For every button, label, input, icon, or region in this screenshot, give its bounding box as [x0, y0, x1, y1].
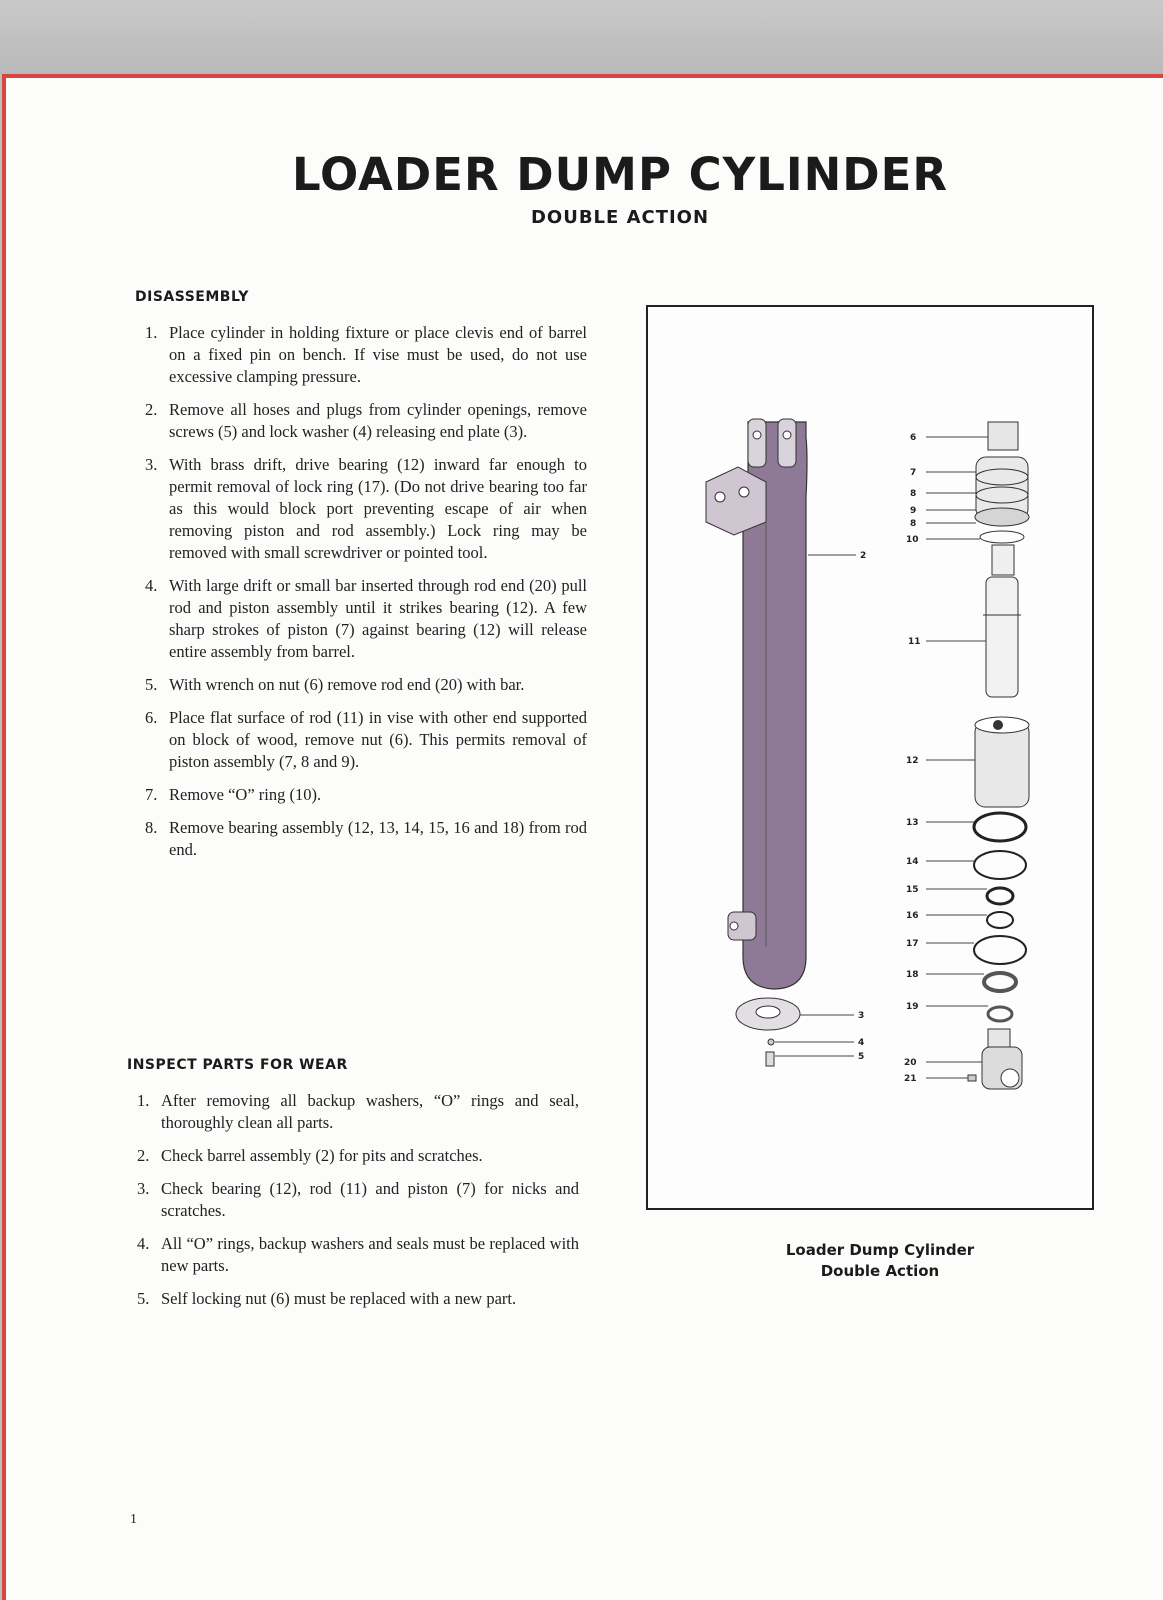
part-label: 4 — [858, 1038, 865, 1048]
part-label: 20 — [904, 1058, 917, 1068]
step-item — [139, 817, 587, 861]
part-label: 10 — [906, 535, 919, 545]
step-item — [131, 1233, 579, 1277]
part-label: 2 — [860, 551, 867, 561]
step-text: After removing all backup washers, “O” rings and seal, thoroughly clean all parts. — [161, 1091, 579, 1132]
part-label: 13 — [906, 818, 919, 828]
part-label: 6 — [910, 433, 917, 443]
step-item — [131, 1288, 579, 1310]
step-text: Place cylinder in holding fixture or place clevis end of barrel on a fixed pin on bench. If vise must be used, do not use excessive clamping pressure. — [169, 323, 587, 386]
step-item — [139, 399, 587, 443]
step-item — [131, 1090, 579, 1134]
seal-rings — [974, 813, 1026, 1021]
disassembly-steps — [139, 322, 587, 872]
part-label: 7 — [910, 468, 917, 478]
leader-lines — [775, 437, 988, 1078]
step-number: 5. — [137, 1289, 150, 1308]
step-text: Check bearing (12), rod (11) and piston (7) for nicks and scratches. — [161, 1179, 579, 1220]
step-number: 3. — [137, 1179, 150, 1198]
scan-background — [0, 0, 1163, 74]
step-text: Self locking nut (6) must be replaced with a new part. — [161, 1289, 517, 1308]
step-number: 4. — [145, 576, 158, 595]
part-label: 8 — [910, 489, 917, 499]
caption-line-2: Double Action — [820, 1262, 940, 1280]
lock-washer — [768, 1039, 774, 1045]
part-label: 19 — [906, 1002, 919, 1012]
step-text: Check barrel assembly (2) for pits and scratches. — [161, 1146, 483, 1165]
step-number: 2. — [137, 1146, 150, 1165]
step-number: 8. — [145, 818, 158, 837]
step-text: With brass drift, drive bearing (12) inward far enough to permit removal of lock ring (17). (Do not drive bearing too far as this would block port preventing escape of air when removing piston and rod assembly.) Lock ring may be removed with small screwdriver or pointed tool. — [169, 455, 587, 562]
step-item — [139, 707, 587, 773]
part-label: 16 — [906, 911, 919, 921]
step-item — [139, 575, 587, 663]
rod-end — [968, 1029, 1022, 1089]
step-item — [131, 1145, 579, 1167]
inspect-heading: INSPECT PARTS FOR WEAR — [127, 1057, 348, 1073]
part-labels — [858, 433, 921, 1084]
step-number: 1. — [145, 323, 158, 342]
barrel-assembly — [706, 419, 807, 989]
screw — [766, 1052, 774, 1066]
caption-line-1: Loader Dump Cylinder — [785, 1241, 975, 1259]
step-text: Remove all hoses and plugs from cylinder openings, remove screws (5) and lock washer (4) releasing end plate (3). — [169, 400, 587, 441]
step-number: 2. — [145, 400, 158, 419]
step-text: Remove “O” ring (10). — [169, 785, 322, 804]
step-text: Remove bearing assembly (12, 13, 14, 15, 16 and 18) from rod end. — [169, 818, 587, 859]
exploded-diagram — [646, 305, 1094, 1210]
cylinder-diagram — [648, 307, 1092, 1208]
step-item — [139, 322, 587, 388]
part-label: 14 — [906, 857, 919, 867]
part-label: 12 — [906, 756, 919, 766]
step-number: 1. — [137, 1091, 150, 1110]
step-item — [139, 674, 587, 696]
part-label: 5 — [858, 1052, 865, 1062]
part-label: 18 — [906, 970, 919, 980]
figure-caption — [740, 1240, 1020, 1282]
page-title: LOADER DUMP CYLINDER — [291, 148, 949, 201]
part-label: 3 — [858, 1011, 865, 1021]
part-label: 8 — [910, 519, 917, 529]
inspect-steps — [131, 1090, 579, 1321]
step-item — [139, 454, 587, 564]
rod-assembly — [975, 422, 1029, 807]
part-label: 11 — [908, 637, 921, 647]
part-label: 15 — [906, 885, 919, 895]
part-label: 9 — [910, 506, 917, 516]
step-number: 4. — [137, 1234, 150, 1253]
step-text: Place flat surface of rod (11) in vise with other end supported on block of wood, remove nut (6). This permits removal of piston assembly (7, 8 and 9). — [169, 708, 587, 771]
step-text: With wrench on nut (6) remove rod end (20) with bar. — [169, 675, 525, 694]
step-number: 3. — [145, 455, 158, 474]
part-label: 21 — [904, 1074, 917, 1084]
step-text: With large drift or small bar inserted through rod end (20) pull rod and piston assembly until it strikes bearing (12). A few sharp strokes of piston (7) against bearing (12) will release entire assembly from barrel. — [169, 576, 587, 661]
disassembly-heading: DISASSEMBLY — [135, 289, 249, 305]
step-text: All “O” rings, backup washers and seals must be replaced with new parts. — [161, 1234, 579, 1275]
page-subtitle: DOUBLE ACTION — [530, 207, 710, 228]
part-label: 17 — [906, 939, 919, 949]
step-number: 6. — [145, 708, 158, 727]
step-number: 5. — [145, 675, 158, 694]
step-item — [131, 1178, 579, 1222]
page-number: 1 — [130, 1512, 137, 1527]
step-item — [139, 784, 587, 806]
step-number: 7. — [145, 785, 158, 804]
